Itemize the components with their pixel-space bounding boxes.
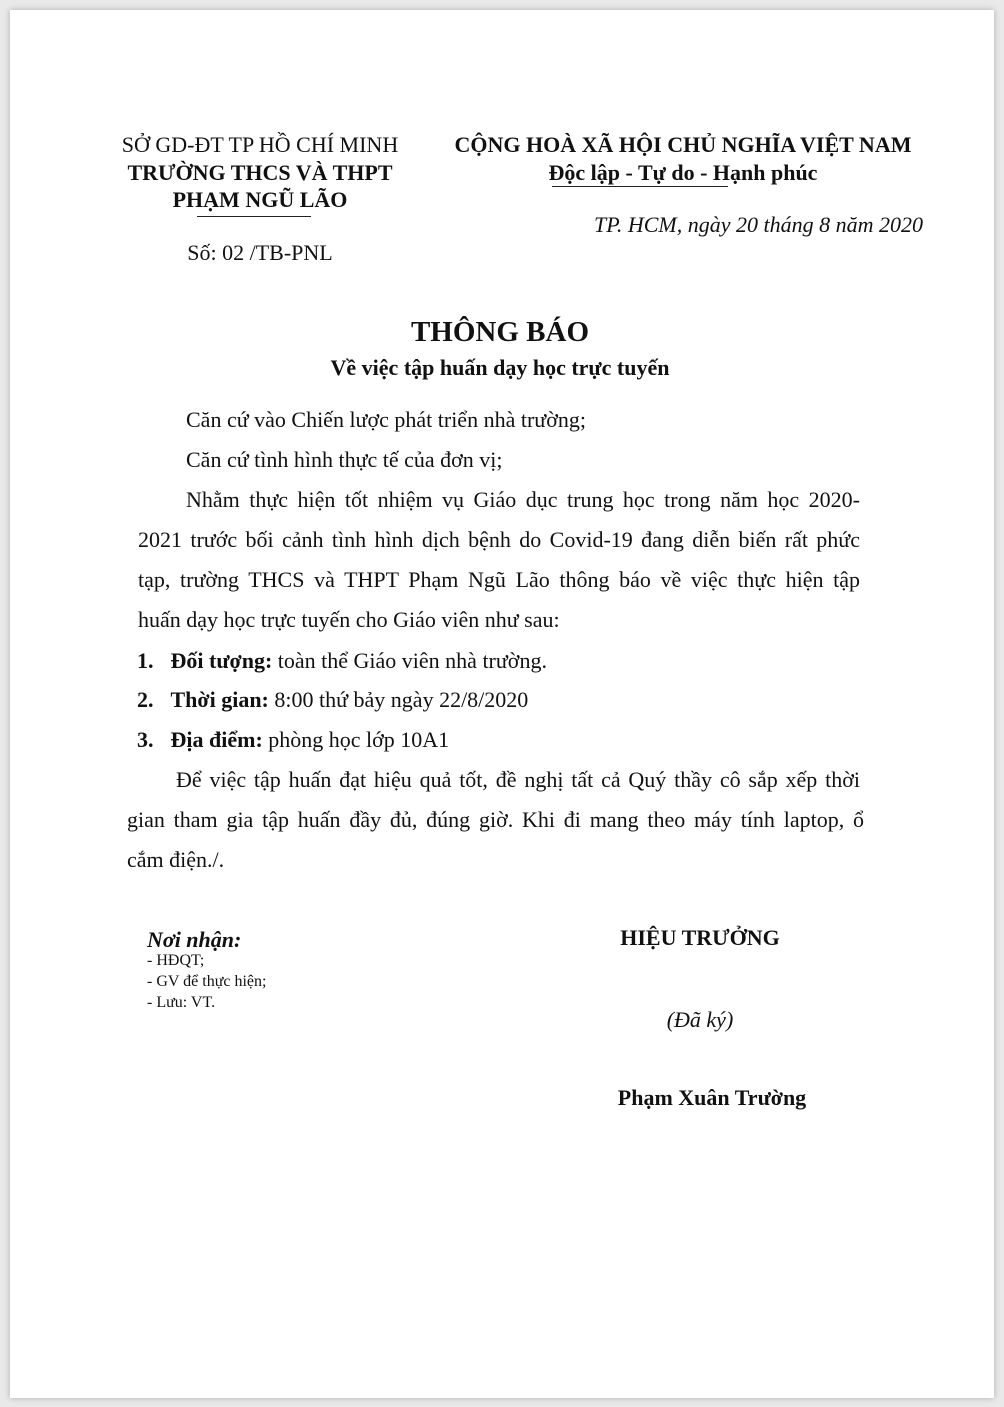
paragraph-line: Nhằm thực hiện tốt nhiệm vụ Giáo dục trung học trong năm học 2020-: [186, 487, 860, 512]
list-number: 3.: [137, 727, 154, 752]
recipient-item: - GV để thực hiện;: [147, 973, 267, 990]
recipient-item: - HĐQT;: [147, 952, 205, 969]
list-label: Thời gian:: [170, 687, 269, 712]
closing-line: Để việc tập huấn đạt hiệu quả tốt, đề nghị tất cả Quý thầy cô sắp xếp thời: [176, 767, 860, 792]
recipient-item: - Lưu: VT.: [147, 994, 216, 1011]
list-text: 8:00 thứ bảy ngày 22/8/2020: [268, 687, 529, 712]
closing-line: gian tham gia tập huấn đầy đủ, đúng giờ. Khi đi mang theo máy tính laptop, ổ: [127, 807, 864, 832]
list-item-2: [137, 687, 528, 713]
list-item-1: [137, 648, 547, 674]
list-number: 2.: [137, 687, 154, 712]
school-name-line1: TRƯỜNG THCS VÀ THPT: [127, 160, 393, 185]
paragraph-line: 2021 trước bối cảnh tình hình dịch bệnh do Covid-19 đang diễn biến rất phức: [138, 527, 860, 552]
list-number: 1.: [137, 648, 154, 673]
signer-name: Phạm Xuân Trường: [617, 1085, 807, 1110]
document-number: Số: 02 /TB-PNL: [187, 240, 333, 265]
signed-note: (Đã ký): [666, 1007, 734, 1032]
document-subtitle: Về việc tập huấn dạy học trực tuyến: [330, 355, 670, 380]
closing-line: cắm điện./.: [127, 847, 225, 872]
national-motto: Độc lập - Tự do - Hạnh phúc: [548, 160, 818, 185]
department-name: SỞ GD-ĐT TP HỒ CHÍ MINH: [121, 132, 399, 157]
list-text: toàn thể Giáo viên nhà trường.: [272, 648, 547, 673]
list-item-3: [137, 727, 449, 753]
basis-line-2: Căn cứ tình hình thực tế của đơn vị;: [186, 447, 503, 472]
document-page: [10, 10, 994, 1398]
school-name-line2: PHẠM NGŨ LÃO: [172, 187, 348, 212]
list-label: Đối tượng:: [170, 648, 273, 673]
paragraph-line: tạp, trường THCS và THPT Phạm Ngũ Lão thông báo về việc thực hiện tập: [138, 567, 860, 592]
basis-line-1: Căn cứ vào Chiến lược phát triển nhà trường;: [186, 407, 586, 432]
signer-position: HIỆU TRƯỞNG: [620, 925, 780, 950]
list-text: phòng học lớp 10A1: [262, 727, 450, 752]
motto-underline: [552, 186, 728, 187]
recipients-heading: Nơi nhận:: [147, 927, 242, 952]
paragraph-line: huấn dạy học trực tuyến cho Giáo viên như sau:: [138, 607, 560, 632]
date-place: TP. HCM, ngày 20 tháng 8 năm 2020: [594, 212, 923, 237]
nation-title: CỘNG HOÀ XÃ HỘI CHỦ NGHĨA VIỆT NAM: [454, 132, 912, 157]
document-title: THÔNG BÁO: [410, 316, 590, 348]
left-header-underline: [197, 216, 311, 217]
list-label: Địa điểm:: [170, 727, 263, 752]
